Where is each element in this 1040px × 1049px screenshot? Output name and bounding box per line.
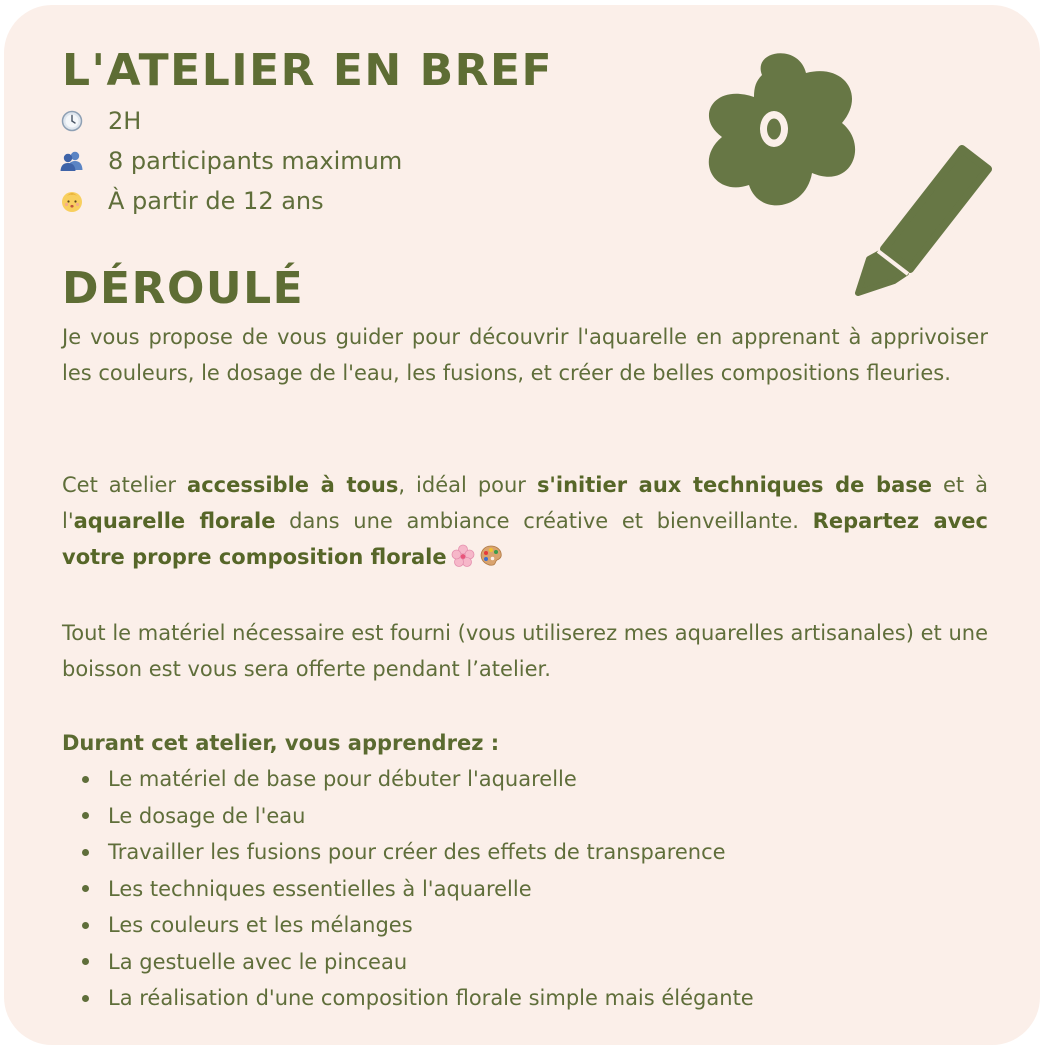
bullet — [82, 922, 89, 929]
info-age — [58, 181, 402, 221]
text-segment: dans une ambiance créative et bienveillante. — [275, 509, 813, 533]
flower-icon — [709, 53, 855, 205]
text-segment: et à l' — [62, 473, 989, 533]
list-item-text: Le dosage de l'eau — [108, 803, 306, 828]
highlight-florale: aquarelle florale — [73, 509, 276, 533]
description-paragraph — [62, 467, 988, 575]
intro-paragraph: Je vous propose de vous guider pour découvrir l'aquarelle en apprenant à apprivoiser les couleurs, le dosage de l'eau, les fusions, et créer de belles compositions fleuries. — [62, 325, 988, 385]
list-item — [82, 798, 754, 835]
clock-icon — [58, 107, 86, 135]
learn-title: Durant cet atelier, vous apprendrez : — [62, 731, 500, 755]
highlight-accessible: accessible à tous — [187, 473, 399, 497]
highlight-techniques: s'initier aux techniques de base — [536, 473, 932, 497]
bullet — [82, 776, 89, 783]
list-item — [82, 944, 754, 981]
list-item-text: Les couleurs et les mélanges — [108, 913, 413, 937]
brush-icon — [858, 149, 988, 293]
people-icon — [58, 147, 86, 175]
list-item-text: La réalisation d'une composition florale simple mais élégante — [108, 986, 754, 1010]
bullet — [82, 885, 89, 892]
list-item-text: La gestuelle avec le pinceau — [108, 949, 408, 974]
list-item — [82, 834, 754, 871]
text-segment: , idéal pour — [398, 473, 537, 497]
info-list — [58, 101, 402, 221]
info-age-text: À partir de 12 ans — [108, 187, 324, 215]
text-segment: Cet atelier — [62, 473, 188, 497]
palette-icon — [479, 544, 503, 568]
highlight-repartez: Repartez avec votre propre composition florale — [62, 509, 988, 569]
list-item-text: Les techniques essentielles à l'aquarelle — [108, 876, 532, 901]
section-title-bref: L'ATELIER EN BREF — [62, 45, 554, 96]
cherry-blossom-icon — [451, 544, 475, 568]
bullet — [82, 849, 89, 856]
section-title-deroule: DÉROULÉ — [62, 263, 305, 314]
material-paragraph: Tout le matériel nécessaire est fourni (vous utiliserez mes aquarelles artisanales) et une boisson est vous sera offerte pendant l’atelier. — [62, 621, 988, 681]
flower-brush-illustration — [694, 45, 1014, 305]
list-item — [82, 871, 754, 908]
bullet — [82, 995, 89, 1002]
learn-list — [82, 761, 754, 1017]
bullet — [82, 812, 89, 819]
info-duration — [58, 101, 402, 141]
list-item — [82, 980, 754, 1017]
list-item — [82, 907, 754, 944]
list-item-text: Travailler les fusions pour créer des effets de transparence — [108, 840, 726, 864]
list-item — [82, 761, 754, 798]
info-participants-text: 8 participants maximum — [108, 147, 403, 175]
list-item-text: Le matériel de base pour débuter l'aquarelle — [108, 767, 577, 791]
info-duration-text: 2H — [108, 107, 142, 135]
workshop-card — [4, 5, 1040, 1045]
baby-face-icon — [58, 187, 86, 215]
bullet — [82, 958, 89, 965]
info-participants — [58, 141, 402, 181]
